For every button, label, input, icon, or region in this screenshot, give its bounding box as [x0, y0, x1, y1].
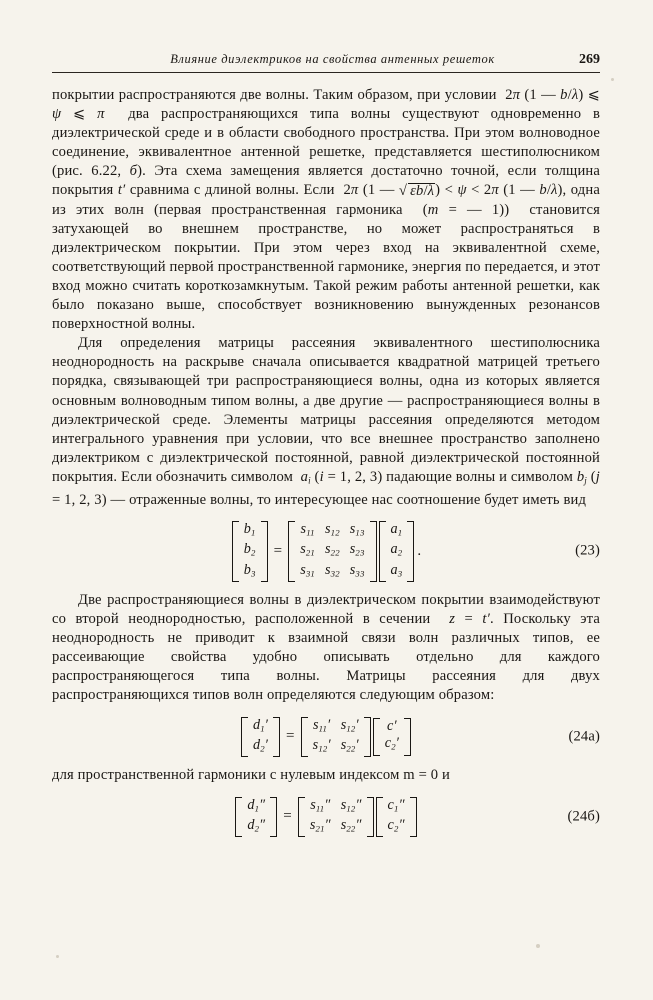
equation-23-period: . [417, 542, 422, 559]
equation-24a-lhs-vector: $d_1'$ $d_2'$ [241, 717, 280, 758]
equation-24a-scattering-matrix: $s_{11}'$ $s_{12}'$ $s_{12}'$ $s_{22}'$ [301, 717, 371, 758]
equation-24a-equals: = [286, 728, 295, 745]
paragraph-1: покрытии распространяются две волны. Таким образом, при условии 2π (1 — b/λ) ⩽ ψ ⩽ π два распространяющихся типа волны существуют одновременно в диэлектрической среде и в области свободного пространства. При этом волноводное соединение, эквивалентное антенной решетке, представляется шестиполюсником (рис. 6.22, б). Эта схема замещения является достаточно точной, если толщина покрытия t′ сравнима с длиной волны. Если 2π (1 — √ εb/λ) < ψ < 2π (1 — b/λ), одна из этих волн (первая пространственная гармоника (m = — 1)) становится затухающей во внешнем пространстве, но может распространяться в диэлектрическом покрытии. При этом через вход на эквивалентной схеме, соответствующий первой пространственной гармонике, энергия по передается, и этот вход можно считать короткозамкнутым. Такой режим работы антенной решетки, как было показано выше, способствует возникновению вынужденных резонансов поверхностной волны. [52, 87, 600, 333]
equation-24b-number: (24б) [567, 808, 600, 825]
equation-24a [52, 717, 600, 758]
equation-24b-body [52, 797, 600, 838]
equation-23-scattering-matrix: $s_{11}$ $s_{12}$ $s_{13}$ $s_{21}$ $s_{22}$ $s_{23}$ $s_{31}$ $s_{32}$ $s_{33}$ [288, 521, 376, 582]
equation-23-body [52, 521, 600, 582]
equation-24b-lhs-vector: $d_1''$ $d_2''$ [235, 797, 277, 838]
paragraph-4: для пространственной гармоники с нулевым индексом m = 0 и [52, 767, 450, 784]
equation-24b-scattering-matrix: $s_{11}''$ $s_{12}''$ $s_{21}''$ $s_{22}''$ [298, 797, 374, 838]
equation-23-number: (23) [575, 542, 600, 559]
page-number: 269 [579, 52, 600, 67]
paragraph-2: Для определения матрицы рассеяния эквивалентного шестиполюсника неоднородность на раскрыве сначала описывается квадратной матрицей третьего порядка, связывающей три распространяющиеся волны, одна из которых является основным волноводным типом волны, а две другие — распространяющиеся волны в диэлектрической среде. Элементы матрицы рассеяния определяются методом интегрального уравнения при условии, что все внешнее пространство заполнено диэлектриком с диэлектрической постоянной, равной диэлектрической постоянной покрытия. Если обозначить символом $a_i$ (i = 1, 2, 3) падающие волны и символом $b_j$ (j = 1, 2, 3) — отраженные волны, то интересующее нас соотношение будет иметь вид [52, 335, 601, 508]
equation-23-lhs-vector: $b_1$ $b_2$ $b_3$ [232, 521, 268, 582]
paper-speck [611, 78, 614, 81]
equation-23-equals: = [273, 542, 283, 559]
equation-24b-rhs-vector: $c_1''$ $c_2''$ [376, 797, 417, 838]
equation-24a-rhs-vector: c′ $c_2'$ [373, 718, 411, 755]
equation-24a-number: (24а) [568, 728, 600, 745]
equation-24a-body [52, 717, 600, 758]
paragraph-3: Две распространяющиеся волны в диэлектрическом покрытии взаимодействуют со второй неоднородностью, расположенной в сечении z = t′. Поскольку эта неоднородность не приводит к взаимной связи волн различных типов, ее рассеивающие свойства удобно описывать отдельно для каждого распространяющегося типа волны. Матрицы рассеяния для двух распространяющихся типов волн определяются следующим образом: [52, 591, 600, 704]
paper-speck [56, 955, 59, 958]
paper-speck [536, 944, 540, 948]
equation-23 [52, 521, 600, 582]
equation-24b-equals: = [283, 808, 292, 825]
page-content [52, 52, 600, 846]
equation-24b [52, 797, 600, 838]
body-text [52, 86, 600, 837]
equation-23-rhs-vector: $a_1$ $a_2$ $a_3$ [379, 521, 415, 582]
running-header [52, 52, 600, 73]
running-header-title: Влияние диэлектриков на свойства антенных решеток [170, 52, 495, 66]
